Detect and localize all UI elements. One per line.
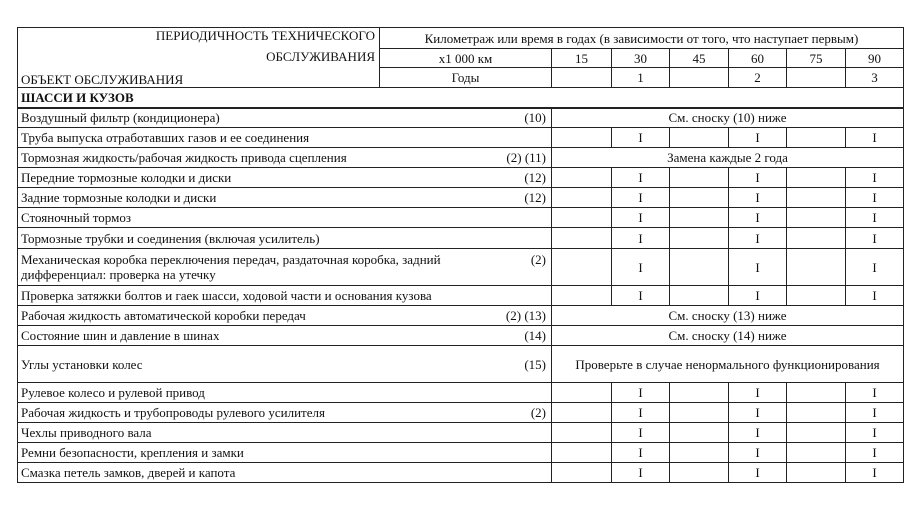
- row-reference: (2) (11): [506, 150, 546, 165]
- inspection-mark: [670, 168, 729, 188]
- table-row: [18, 403, 904, 423]
- inspection-mark: [787, 128, 846, 148]
- inspection-mark: I: [729, 168, 787, 188]
- inspection-mark: I: [612, 128, 670, 148]
- row-object-cell: [18, 128, 552, 148]
- row-object-cell: [18, 208, 552, 228]
- inspection-mark: I: [729, 463, 787, 483]
- table-row: [18, 188, 904, 208]
- inspection-mark: I: [612, 463, 670, 483]
- row-object-name: Рабочая жидкость автоматической коробки передач: [21, 308, 306, 323]
- year-value: 1: [612, 68, 670, 88]
- inspection-mark: [552, 188, 612, 208]
- inspection-mark: I: [846, 463, 904, 483]
- row-object-name: Ремни безопасности, крепления и замки: [21, 445, 244, 460]
- row-object-cell: [18, 228, 552, 249]
- km-value: 90: [846, 49, 904, 68]
- row-object-name: Тормозные трубки и соединения (включая усилитель): [21, 230, 320, 246]
- inspection-mark: I: [846, 249, 904, 286]
- table-row: [18, 383, 904, 403]
- row-object-name: Стояночный тормоз: [21, 210, 131, 225]
- inspection-mark: I: [729, 403, 787, 423]
- row-object-cell: [18, 346, 552, 383]
- inspection-mark: [787, 228, 846, 249]
- table-row: [18, 148, 904, 168]
- inspection-mark: I: [612, 383, 670, 403]
- inspection-mark: [552, 228, 612, 249]
- row-object-cell: [18, 148, 552, 168]
- row-object-name: Задние тормозные колодки и диски: [21, 190, 217, 205]
- table-row: [18, 346, 904, 383]
- row-note: Проверьте в случае ненормального функционирования: [552, 346, 904, 383]
- inspection-mark: I: [729, 208, 787, 228]
- inspection-mark: I: [846, 168, 904, 188]
- inspection-mark: I: [846, 228, 904, 249]
- row-reference: (10): [524, 110, 546, 126]
- row-object-cell: [18, 403, 552, 423]
- inspection-mark: I: [846, 443, 904, 463]
- row-reference: (2) (13): [505, 308, 546, 323]
- maintenance-table: [17, 27, 904, 483]
- inspection-mark: I: [729, 286, 787, 306]
- row-object-cell: [18, 326, 552, 346]
- row-note: Замена каждые 2 года: [552, 148, 904, 168]
- row-object-cell: [18, 463, 552, 483]
- periodicity-header-line2: [18, 49, 380, 68]
- table-row: [18, 128, 904, 148]
- periodicity-line2: ОБСЛУЖИВАНИЯ: [266, 48, 375, 64]
- table-row: [18, 208, 904, 228]
- km-value: 30: [612, 49, 670, 68]
- inspection-mark: I: [729, 443, 787, 463]
- row-object-name: Чехлы приводного вала: [21, 425, 152, 440]
- inspection-mark: [552, 168, 612, 188]
- row-object-cell: [18, 249, 552, 286]
- table-body: [18, 28, 904, 483]
- inspection-mark: I: [846, 286, 904, 306]
- inspection-mark: [552, 463, 612, 483]
- table-row: [18, 463, 904, 483]
- inspection-mark: [787, 188, 846, 208]
- table-row: [18, 249, 904, 286]
- row-note: См. сноску (13) ниже: [552, 306, 904, 326]
- inspection-mark: I: [846, 128, 904, 148]
- object-label: ОБЪЕКТ ОБСЛУЖИВАНИЯ: [18, 68, 380, 88]
- inspection-mark: [787, 168, 846, 188]
- inspection-mark: [670, 208, 729, 228]
- row-object-cell: [18, 443, 552, 463]
- year-value: [552, 68, 612, 88]
- inspection-mark: I: [846, 188, 904, 208]
- inspection-mark: I: [612, 286, 670, 306]
- row-reference: (12): [524, 190, 546, 205]
- inspection-mark: [552, 128, 612, 148]
- inspection-mark: [552, 286, 612, 306]
- year-value: 2: [729, 68, 787, 88]
- years-label: Годы: [380, 68, 552, 88]
- inspection-mark: [670, 443, 729, 463]
- inspection-mark: I: [729, 128, 787, 148]
- inspection-mark: I: [729, 228, 787, 249]
- row-reference: (12): [524, 170, 546, 185]
- row-object-cell: [18, 286, 552, 306]
- inspection-mark: [670, 383, 729, 403]
- row-reference: (2): [530, 405, 546, 420]
- row-object-name: Тормозная жидкость/рабочая жидкость привода сцепления: [21, 150, 347, 165]
- inspection-mark: [787, 403, 846, 423]
- inspection-mark: I: [612, 423, 670, 443]
- inspection-mark: [787, 383, 846, 403]
- inspection-mark: [787, 249, 846, 286]
- year-value: [670, 68, 729, 88]
- inspection-mark: I: [846, 403, 904, 423]
- inspection-mark: I: [612, 188, 670, 208]
- km-value: 45: [670, 49, 729, 68]
- table-row: [18, 228, 904, 249]
- row-object-name: Воздушный фильтр (кондиционера): [21, 110, 220, 126]
- row-object-name: Состояние шин и давление в шинах: [21, 328, 220, 343]
- inspection-mark: I: [729, 423, 787, 443]
- row-object-name: Углы установки колес: [21, 356, 143, 372]
- km-label: x1 000 км: [380, 49, 552, 68]
- table-row: [18, 286, 904, 306]
- row-object-name: Механическая коробка переключения передач, раздаточная коробка, задний дифференциал: проверка на утечку: [21, 252, 441, 282]
- inspection-mark: [670, 286, 729, 306]
- inspection-mark: [787, 208, 846, 228]
- row-note: См. сноску (14) ниже: [552, 326, 904, 346]
- inspection-mark: [787, 423, 846, 443]
- inspection-mark: [670, 463, 729, 483]
- km-value: 75: [787, 49, 846, 68]
- table-row: [18, 443, 904, 463]
- inspection-mark: [670, 249, 729, 286]
- inspection-mark: I: [612, 228, 670, 249]
- km-value: 60: [729, 49, 787, 68]
- inspection-mark: I: [729, 383, 787, 403]
- row-object-name: Передние тормозные колодки и диски: [21, 170, 232, 185]
- inspection-mark: [787, 443, 846, 463]
- row-object-cell: [18, 168, 552, 188]
- row-object-name: Рулевое колесо и рулевой привод: [21, 385, 205, 400]
- inspection-mark: I: [612, 208, 670, 228]
- periodicity-header: [18, 28, 380, 49]
- year-value: [787, 68, 846, 88]
- inspection-mark: I: [612, 403, 670, 423]
- section-title: ШАССИ И КУЗОВ: [18, 88, 904, 108]
- inspection-mark: [670, 423, 729, 443]
- row-reference: (2): [530, 252, 546, 267]
- table-row: [18, 423, 904, 443]
- inspection-mark: [552, 208, 612, 228]
- table-row: [18, 108, 904, 128]
- row-note: См. сноску (10) ниже: [552, 108, 904, 128]
- inspection-mark: [552, 423, 612, 443]
- row-object-name: Рабочая жидкость и трубопроводы рулевого усилителя: [21, 405, 325, 420]
- inspection-mark: [670, 128, 729, 148]
- inspection-mark: I: [846, 208, 904, 228]
- inspection-mark: I: [612, 443, 670, 463]
- row-object-name: Смазка петель замков, дверей и капота: [21, 465, 236, 480]
- inspection-mark: I: [612, 249, 670, 286]
- inspection-mark: [787, 463, 846, 483]
- mileage-title: Километраж или время в годах (в зависимости от того, что наступает первым): [380, 28, 904, 49]
- row-object-cell: [18, 306, 552, 326]
- row-object-cell: [18, 188, 552, 208]
- row-reference: (15): [524, 356, 546, 372]
- row-object-name: Труба выпуска отработавших газов и ее соединения: [21, 130, 310, 145]
- inspection-mark: [670, 403, 729, 423]
- row-object-cell: [18, 108, 552, 128]
- inspection-mark: [552, 443, 612, 463]
- inspection-mark: I: [846, 383, 904, 403]
- inspection-mark: I: [729, 249, 787, 286]
- inspection-mark: [552, 249, 612, 286]
- inspection-mark: I: [846, 423, 904, 443]
- inspection-mark: [787, 286, 846, 306]
- row-object-cell: [18, 383, 552, 403]
- year-value: 3: [846, 68, 904, 88]
- row-reference: (14): [524, 328, 546, 343]
- inspection-mark: I: [612, 168, 670, 188]
- inspection-mark: [670, 228, 729, 249]
- row-object-cell: [18, 423, 552, 443]
- inspection-mark: [670, 188, 729, 208]
- inspection-mark: I: [729, 188, 787, 208]
- inspection-mark: [552, 403, 612, 423]
- table-row: [18, 326, 904, 346]
- table-row: [18, 168, 904, 188]
- row-object-name: Проверка затяжки болтов и гаек шасси, ходовой части и основания кузова: [21, 288, 432, 303]
- inspection-mark: [552, 383, 612, 403]
- table-row: [18, 306, 904, 326]
- km-value: 15: [552, 49, 612, 68]
- periodicity-line1: ПЕРИОДИЧНОСТЬ ТЕХНИЧЕСКОГО: [155, 28, 375, 43]
